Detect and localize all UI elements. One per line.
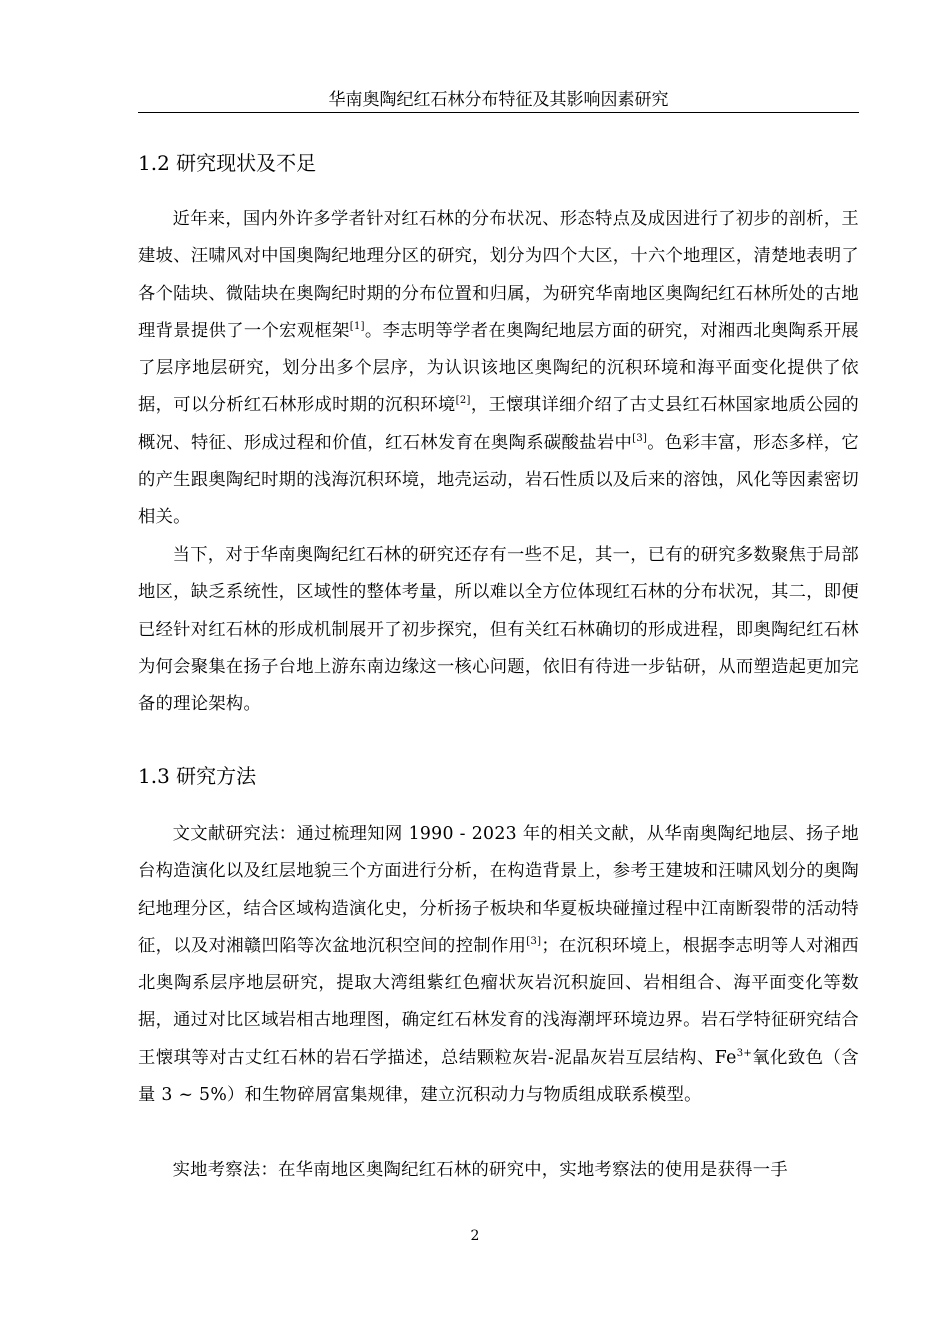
citation-ref: [2]	[455, 395, 471, 407]
paragraph-research-status	[138, 201, 859, 537]
citation-ref: [3]	[526, 936, 542, 948]
running-header: 华南奥陶纪红石林分布特征及其影响因素研究	[138, 88, 859, 113]
page-number: 2	[470, 1228, 480, 1244]
section-heading-1-2: 1.2 研究现状及不足	[138, 151, 317, 175]
paragraph-literature-method	[138, 816, 859, 1114]
text-run: ，王懐琪详细介绍了古丈县红石林国家地质公园的概况、特征、形成过程和价值，红石林发育在奥陶系碳酸盐岩中	[138, 395, 859, 453]
text-run: 文文献研究法：通过梳理知网 1990 - 2023 年的相关文献，从华南奥陶纪地层、扬子地台构造演化以及红层地貌三个方面进行分析，在构造背景上，参考王建坡和汪啸风划分的奥陶纪地理分区，结合区域构造演化史，分析扬子板块和华夏板块碰撞过程中江南断裂带的活动特征，以及对湘赣凹陷等次盆地沉积空间的控制作用	[138, 824, 859, 956]
text-run: 。色彩丰富，形态多样，它的产生跟奥陶纪时期的浅海沉积环境，地壳运动，岩石性质以及后来的溶蚀，风化等因素密切相关。	[138, 432, 859, 528]
text-run: ；在沉积环境上，根据李志明等人对湘西北奥陶系层序地层研究，提取大湾组紫红色瘤状灰岩沉积旋回、岩相组合、海平面变化等数据，通过对比区域岩相古地理图，确定红石林发育的浅海潮坪环境边界。岩石学特征研究结合王懐琪等对古丈红石林的岩石学描述，总结颗粒灰岩-泥晶灰岩互层结构、Fe	[138, 935, 859, 1068]
text-run: 近年来，国内外许多学者针对红石林的分布状况、形态特点及成因进行了初步的剖析，王建坡、汪啸风对中国奥陶纪地理分区的研究，划分为四个大区，十六个地理区，清楚地表明了各个陆块、微陆块在奥陶纪时期的分布位置和归属，为研究华南地区奥陶纪红石林所处的古地理背景提供了一个宏观框架	[138, 209, 859, 341]
citation-ref: [1]	[349, 321, 365, 333]
citation-ref: [3]	[632, 433, 648, 445]
paragraph-field-method: 实地考察法：在华南地区奥陶纪红石林的研究中，实地考察法的使用是获得一手	[172, 1160, 788, 1180]
text-run: 。李志明等学者在奥陶纪地层方面的研究，对湘西北奥陶系开展了层序地层研究，划分出多个层序，为认识该地区奥陶纪的沉积环境和海平面变化提供了依据，可以分析红石林形成时期的沉积环境	[138, 320, 859, 416]
section-heading-1-3: 1.3 研究方法	[138, 764, 257, 788]
text-run: 氧化致色（含量 3 ~ 5%）和生物碎屑富集规律，建立沉积动力与物质组成联系模型。	[138, 1047, 859, 1106]
ion-superscript: 3+	[736, 1048, 753, 1060]
paragraph-research-gaps: 当下，对于华南奥陶纪红石林的研究还存有一些不足，其一，已有的研究多数聚焦于局部地区，缺乏系统性，区域性的整体考量，所以难以全方位体现红石林的分布状况，其二，即便已经针对红石林的形成机制展开了初步探究，但有关红石林确切的形成进程，即奥陶纪红石林为何会聚集在扬子台地上游东南边缘这一核心问题，依旧有待进一步钻研，从而塑造起更加完备的理论架构。	[138, 545, 859, 715]
